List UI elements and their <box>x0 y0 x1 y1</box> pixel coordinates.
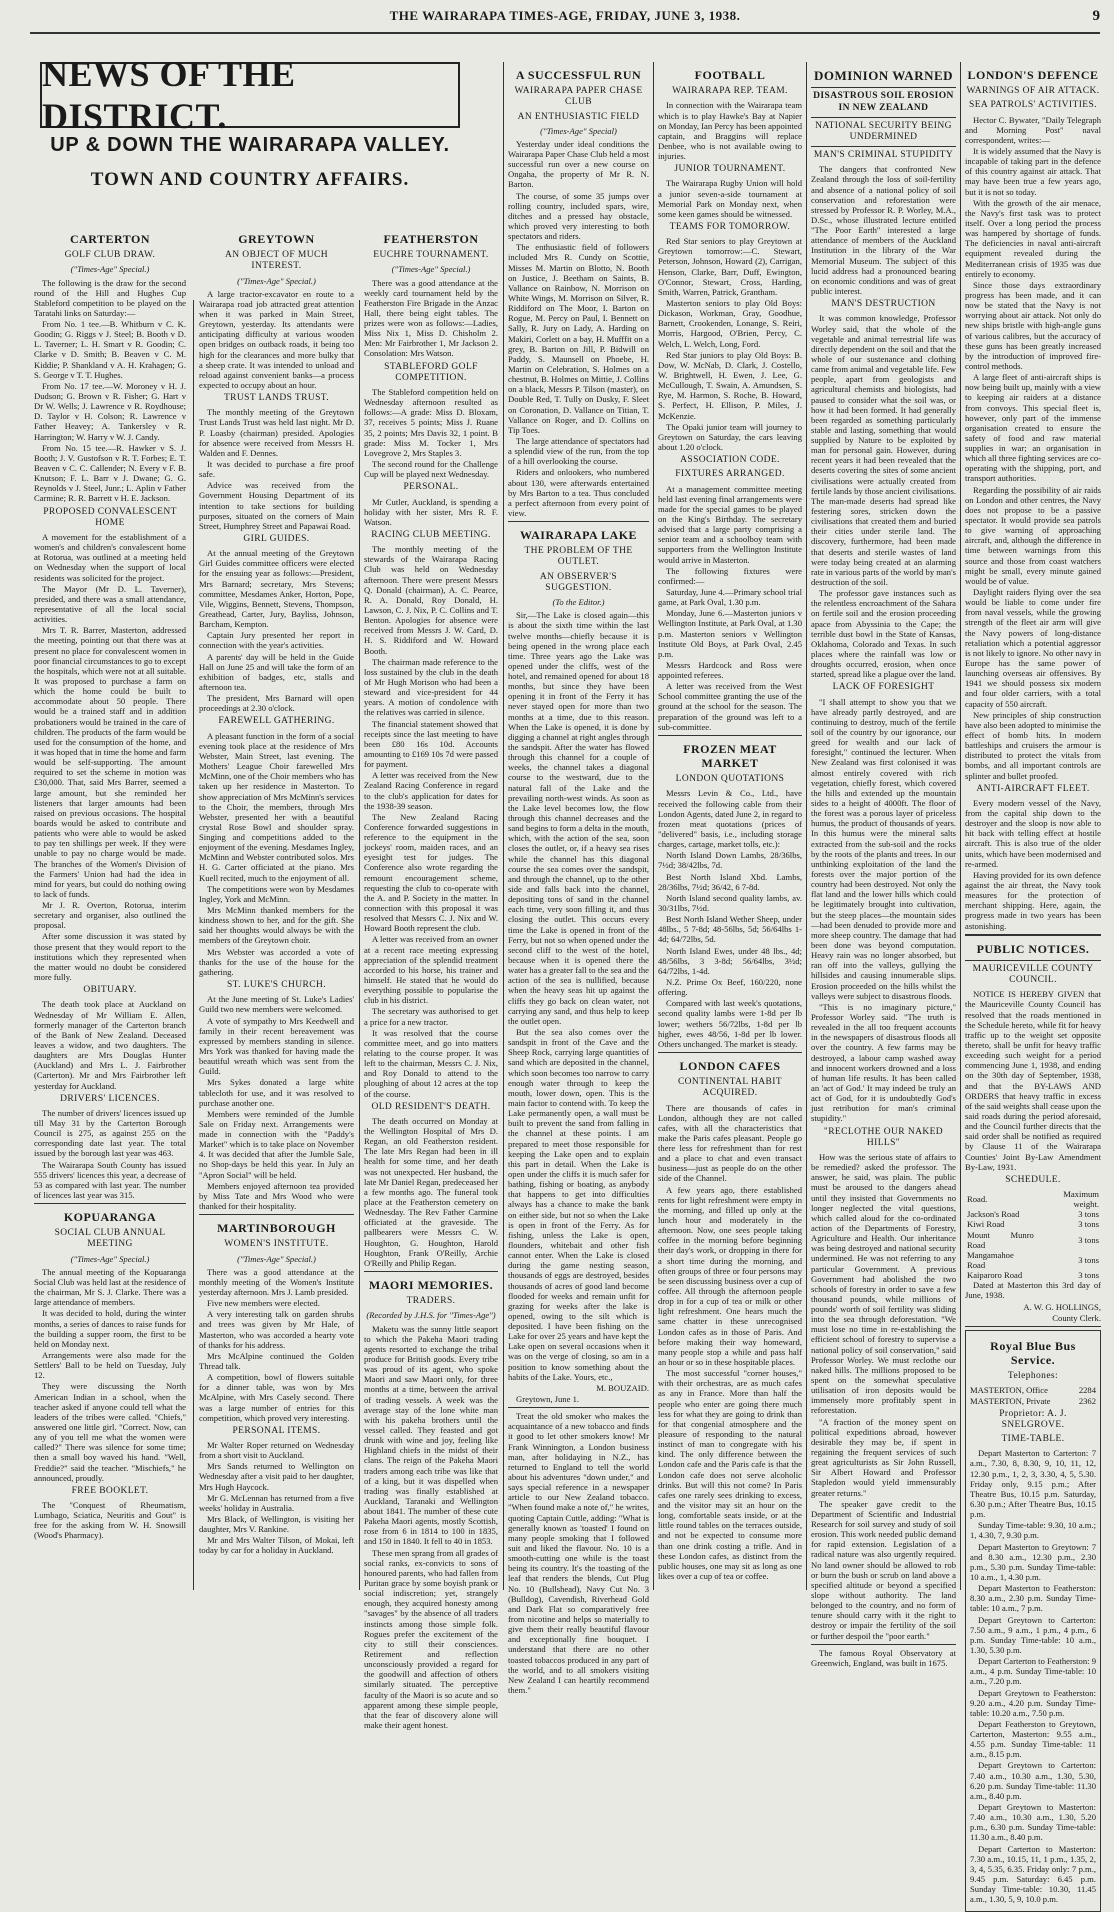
bus-proprietor: Proprietor: A. J. SNELGROVE. <box>999 1408 1067 1430</box>
paragraph: Mrs McAlpine continued the Golden Thread talk. <box>199 1350 354 1371</box>
heading-royal-blue-bus: Royal Blue Bus Service. <box>990 1338 1076 1368</box>
bus-private-label: MASTERTON, Private <box>970 1395 1051 1406</box>
bus-private-line <box>970 1396 1096 1406</box>
paragraph: A large fleet of anti-aircraft ships is now being built up, mainly with a view to keeping air raiders at a distance from convoys. This special fleet is, however, only part of the immense organisation created to ensure the safety of food and raw material supplies in war; an organisation in which all three fighting services are co-operating with the shipping, port, and transport authorities. <box>965 372 1102 484</box>
paragraph: From No. 17 tee.—W. Moroney v H. J. Dudson; G. Brown v R. Fisher; G. Hart v Dr W. Wells; J. Lawrence v R. Roydhouse; D. Taylor v H. Colson; R. Lawrence v Father Heavey; A. Tankersley v R. Harrington; W. Harry v W. J. Candy. <box>34 380 186 442</box>
paragraph: The annual meeting of the Kopuaranga Social Club was held last at the residence of the chairman, Mr S. J. Clarke. There was a large attendance of members. <box>34 1266 186 1308</box>
notice-dated: Dated at Masterton this 3rd day of June, 1938. <box>965 1280 1101 1301</box>
paragraph: North Island Ewes, under 48 lbs., 4d; 48/56lbs, 3 3-8d; 56/64lbs, 3½d; 64/72lbs, 1-4d. <box>658 945 802 976</box>
paragraph: After some discussion it was stated by those present that they would report to the institutions which they represented when the matter would no doubt be considered more fully. <box>34 931 186 983</box>
paragraph: A parents' day will be held in the Guide Hall on June 25 and will take the form of an exhibition of badges, etc, stalls and afternoon tea. <box>199 651 354 693</box>
paragraph: Daylight raiders flying over the sea would be liable to come under fire from naval vessels, while the growing strength of the fleet air arm will give the Navy powers of long-distance retaliation which a potential aggressor is not likely to ignore. No other navy in Europe has the same power of launching overseas air offensives. By 1941 we should possess six modern and four older carriers, with a total capacity of 550 aircraft. <box>965 587 1101 709</box>
column-carterton <box>34 226 186 1586</box>
timetable-entry: Depart Carterton to Masterton: 7.30 a.m., 10.15, 11, 1 p.m., 1.35, 2, 3, 4, 5.35, 6.35. Friday only: 7 p.m., 9.45 p.m. Saturday: 6.45 p.m. Sunday Time-table: 10.30, 11.45 a.m., 1.30, 5, 9, 10.0 p.m. <box>970 1843 1096 1905</box>
weight-cell: 3 tons <box>1078 1234 1099 1245</box>
weight-cell: 3 tons <box>1078 1219 1099 1230</box>
heading-london-defence: LONDON'S DEFENCE <box>967 68 1099 82</box>
paper-dateline: THE WAIRARAPA TIMES-AGE, FRIDAY, JUNE 3, 1938. <box>389 8 741 23</box>
paragraph: The course, of some 35 jumps over rolling country, included spars, wire, ditches and a pressed hay obstacle, which proved very interesting to both spectators and riders. <box>508 190 649 242</box>
paragraph: At a management committee meeting held last evening final arrangements were made for the special games to be played on the King's Birthday. The secretary advised that a large party comprising a senior team and a schoolboy team with supporters from the Wellington Institute would arrive in Masterton. <box>658 483 802 565</box>
paragraph: How was the serious state of affairs to be remedied? asked the professor. The answer, he said, was plain. The public must be aroused to the dangers ahead until they insisted that Governments no longer neglected the vital questions, which called aloud for the co-ordinated action of the Departments of Forestry, Agriculture and Health. Our inheritance was being destroyed and national security undermined. He was not referring to any particular Government. A previous Government had abolished the two schools of forestry in order to save a few thousand pounds, while millions of pounds' worth of soil fertility was sliding into the sea through deforestation. "We must lose no time in re-establishing the efficient school of forestry to supervise a national policy of soil conservation," said Professor Worley. We must reclothe our naked hills. The millions proposed to be spent on the somewhat speculative utilisation of iron deposits would be immensely more profitably spent in reforestation. <box>811 1151 956 1416</box>
paragraph: "This is no imaginary picture," Professor Worley said. "The truth is revealed in the all too frequent accounts in the newspapers of disastrous floods all over the country. A few farms may be destroyed, a labour camp washed away and innocent workers drowned and a loss of human life results. It has been called an 'act of God.' It may indeed be truly an act of God, for it is undoubtedly God's just retribution for man's criminal stupidity." <box>811 1001 956 1124</box>
paragraph: Red Star juniors to play Old Boys: B. Dow, W. McNab, D. Clark, J. Costello, W. Brightwell, H. Ewen, J. Lee, G. McCullough, T. Swain, A. Amundsen, S. Rye, M. Harmon, S. Roche, B. Howard, S. Perfect, H. Ellison, P. Miles, J. McKenzie. <box>658 349 802 421</box>
subheading: JUNIOR TOURNAMENT. <box>674 164 786 175</box>
paragraph: The following fixtures were confirmed:— <box>658 565 802 586</box>
divider <box>811 87 956 88</box>
road-cell: Kiwi Road <box>967 1219 1005 1230</box>
paragraph: The death occurred on Monday at the Wellington Hospital of Mrs D. Regan, an old Featherston resident. The late Mrs Regan had been in ill health for some time, and her death was not unexpected. Her husband, the late Mr Daniel Regan, predeceased her a few months ago. The funeral took place at the Featherston cemetery on Wednesday. The Rev Father Carmine officiated at the graveside. The pallbearers were Messrs C. W. Houghton, G. Houghton, Harold Houghton, Frank O'Reilly, Archie O'Reilly and Philip Regan. <box>364 1115 498 1268</box>
paragraph: Saturday, June 4.—Primary school trial game, at Park Oval, 1.30 p.m. <box>658 586 802 608</box>
paragraph: A very interesting talk on garden shrubs and trees was given by Mr Hale, of Masterton, who was accorded a hearty vote of thanks for his address. <box>199 1309 354 1350</box>
subheading: AN OBJECT OF MUCH INTEREST. <box>225 250 328 272</box>
paragraph: Regarding the possibility of air raids on London and other centres, the Navy does not propose to be a passive spectator. It would provide sea patrols to give warning of approaching aircraft, and, although the difference in time between warnings from this source and those from coast watchers might be small, every minute gained would be of value. <box>965 484 1101 586</box>
heading-dominion-warned: DOMINION WARNED <box>813 68 954 83</box>
paragraph: Having provided for its own defence against the air threat, the Navy took measures for the protection of merchant shipping. Here, again, the progress made in two years has been astonishing. <box>965 869 1101 931</box>
timetable-entry: Depart Carterton to Featherston: 9 a.m., 4 p.m. Sunday Time-table: 10 a.m., 7.20 p.m. <box>970 1656 1096 1687</box>
paragraph: The Stableford competition held on Wednesday afternoon resulted as follows:—A grade: Miss D. Bloxam, 37, receives 5 points; Miss J. Ruane 35, 2 points; Mrs Davis 32, 1 point. B grade: Miss M. Tocker 1, Mrs Lovegrove 2, Mrs Staples 3. <box>364 387 498 458</box>
special-credit: ("Times-Age" Special.) <box>237 1253 316 1264</box>
subheading: WAIRARAPA PAPER CHASE CLUB <box>514 86 643 108</box>
paragraph: Monday, June 6.—Masterton juniors v Wellington Institute, at Park Oval, at 1.30 p.m. Masterton seniors v Wellington Institute Old Boys, at Park Oval, 2.45 p.m. <box>658 608 802 659</box>
paragraph: The second round for the Challenge Cup will be played next Wednesday. <box>364 459 498 480</box>
divider <box>658 1052 802 1053</box>
bus-timetable-heading: TIME-TABLE. <box>1001 1434 1065 1445</box>
table-row <box>965 1209 1101 1219</box>
column-paper-chase <box>508 62 649 1695</box>
subheading: PERSONAL ITEMS. <box>232 1425 321 1436</box>
paragraph: The financial statement showed that receipts since the last meeting to have been £80 16s 10d. Accounts amounting to £169 10s 7d were passed for payment. <box>364 718 498 770</box>
paragraph: It was decided to purchase a fire proof safe. <box>199 459 354 480</box>
subheading: SOCIAL CLUB ANNUAL MEETING <box>54 1228 166 1250</box>
divider <box>658 735 802 736</box>
paragraph: Red Star seniors to play Greytown at Greytown tomorrow:—C. Stewart, Peterson, Johnson, Howard (2), Carrigan, Henson, Clarke, Barr, Duff, Ewington, O'Connor, Stewart, Cross, Harding, Smith, Warren, Patrick, Grantham. <box>658 236 802 297</box>
paragraph: The enthusiastic field of followers included Mrs R. Cundy on Scottie, Misses M. Martin on Blotto, N. Booth on Justice, J. Beetham on Saints, B. Vallance on Rainbow, N. Morrison on White Wings, M. Morrison on Silver, R. Riddiford on The Moor, I. Barton on Rogue, M. Percy on Paul, I. Bennett on Sally, R. Jury on Lady, A. Harding on Makiri, Corlett on a bay, H. Mufffit on a grey, B. Barton on Jill, P. Bidwill on Paddy, S. Maunsell on Phoebe, H. Martin on Celebration, S. Holmes on a chestnut, B. Holmes on Mittie, J. Collins on a black, Messrs P. Tilson (master), on Double Red, T. Tully on Dusky, F. Sleet on Coronation, D. Vallance on Titian, T. Vallance on Roger, and D. Collins on Tip Toes. <box>508 242 649 435</box>
paragraph: The number of drivers' licences issued up till May 31 by the Carterton Borough Council is 275, as against 255 on the corresponding date last year. The total issued by the borough last year was 463. <box>34 1107 186 1159</box>
paragraph: The Wairarapa South County has issued 555 drivers' licences this year, a decrease of 53 as compared with last year. The number of licences last year was 315. <box>34 1159 186 1200</box>
paragraph: Every modern vessel of the Navy, from the capital ship down to the destroyer and the sloop is now able to hit back with telling effect at hostile aircraft. This is also true of the older units, which have been modernised and re-armed. <box>965 797 1101 869</box>
paragraph: Riders and onlookers, who numbered about 130, were afterwards entertained by Mrs Barton to a tea. Thus concluded a perfect afternoon from every point of view. <box>508 467 649 518</box>
road-cell: Jackson's Road <box>967 1209 1020 1220</box>
heading-london-cafes: LONDON CAFES <box>679 1058 781 1073</box>
subheading: SEA PATROLS' ACTIVITIES. <box>969 100 1097 111</box>
paragraph: Mrs T. R. Barrer, Masterton, addressed the meeting, pointing out that there was at present no place for convalescent women in poor financial circumstances to go to except the hospitals, which were not at all suitable. It was proposed to purchase a farm on which the home could be built to accommodate about 50 people. There would be a trained staff and in addition probationers would be trained in the care of children. The products of the farm would be used for the consumption of the home, and it was hoped that in time the home and farm would be self-supporting. The amount required to set the scheme in motion was £30,000. That, said Mrs Barrer, seemed a large amount, but she reminded her listeners that larger amounts had been raised on previous occasions. The hospital boards would be asked to contribute and patients who were able to would be asked to pay ten shillings per week. If they were unable to pay no charge would be made. The branches of the Women's Division of the Farmers' Union had had the idea in mind for years, but could do nothing owing to lack of funds. <box>34 625 186 899</box>
subheading: FAREWELL GATHERING. <box>218 716 335 727</box>
paragraph: At the annual meeting of the Greytown Girl Guides committee officers were elected for the ensuing year as follows:—President, Mrs Barnard; secretary, Mrs Stevens; committee, Mesdames Anker, Horton, Pope, Vile, Wiggins, Bennett, Stevens, Thompson, Greathead, Carter, Jury, Bayliss, Johnson, Barcham, Kempton. <box>199 548 354 630</box>
paragraph: The speaker gave credit to the Department of Scientific and Industrial Research for soil survey and study of soil erosion. This work needed public demand for rapid extension. Legislation of a radical nature was also urgently required. No land owner should be allowed to rob or burn the bush or scrub on land above a specified altitude or beyond a specified slope without authority. The land belonged to the country, and no form of tenure should carry with it the right to destroy or impair the fertility of the soil or further despoil the "poor earth." <box>811 1498 956 1641</box>
paragraph: A letter was received from an owner at a recent race meeting expressing appreciation of the splendid treatment accorded to his horse, his trainer and himself. He stated that he would do everything possible to popularise the club in his district. <box>364 934 498 1006</box>
divider <box>508 521 649 522</box>
subheading: RACING CLUB MEETING. <box>371 529 491 540</box>
schedule-heading: SCHEDULE. <box>1005 1174 1061 1185</box>
bus-office-line <box>970 1385 1096 1395</box>
heading-featherston: FEATHERSTON <box>383 232 479 246</box>
banner-title: NEWS OF THE DISTRICT. <box>40 62 460 128</box>
subheading: GIRL GUIDES. <box>243 534 310 544</box>
paragraph: It was common knowledge, Professor Worley said, that the whole of the vegetable and animal terrestrial life was directly dependent on the soil and that the whole of our sustenance and clothing came from animal and vegetable life. Few people, apart from geologists and agricultural chemists and biologists, had paused to consider what the soil was, or how it had been formed. It had generally been regarded as something particularly stable and lasting, something that would supplied by Nature to be exploited by man for personal gain. However, during recent years it had been revealed that the deserts covering the sites of some ancient civilisations were actually created from fertile lands by those ancient civilisations. The man-made deserts had spread like festering sores, stricken down the civilisations that created them and buried their cities under sterile land. The discovery, furthermore, had been made that deserts and sterile wastes of land were today being created at an alarming rate in various parts of the world by man's destruction of the soil. <box>811 313 956 588</box>
subheading: LONDON QUOTATIONS <box>675 774 785 785</box>
paragraph: The Opaki junior team will journey to Greytown on Saturday, the cars leaving about 1.20 o'clock. <box>658 421 802 452</box>
paragraph: The famous Royal Observatory at Greenwich, England, was built in 1675. <box>811 1647 956 1668</box>
paragraph: But the sea also comes over the sandspit in front of the Cave and the Sheep Rock, carrying large quantities of sand which are deposited in the channel, which soon becomes too narrow to carry enough water through to keep the mouth, lower down, open. This is the main factor to contend with. To keep the Lake permanently open, a wall must be built to prevent the sand from falling in the channel at these points. I am prepared to meet those responsible for keeping the Lake open and to explain this part in detail. When the Lake is open under the cliffs it is much safer for bathing, fishing or boating, as anybody that happens to get into difficulties always has a chance to make the bank on either side, but not so when the Lake is open in front of the Ferry. As for fishing, unless the Lake is open, flounders, whitebait and other fish cannot enter. When the Lake is closed during the game nesting season, thousands of eggs are destroyed, besides thousands of acres of good land become flooded for weeks and remain unfit for grazing for weeks after the lake is opened, owing to the silt which is deposited. I have been fishing on the Lake for over 25 years and have kept the Lake open on several occasions when it was on the verge of closing, so am in a position to know something about the habits of the Lake. Yours, etc., <box>508 1026 649 1382</box>
column-rule <box>503 62 504 1590</box>
editor-note: (To the Editor.) <box>552 597 605 608</box>
column-football <box>658 62 802 1587</box>
subheading: PERSONAL. <box>403 482 459 493</box>
weight-cell: 3 tons <box>1078 1209 1099 1220</box>
paragraph: Masterton seniors to play Old Boys: Dickason, Workman, Gray, Goodhue, Barnett, Crookenden, Lonange, S. Reiri, Morris, Hargood, O'Brien, Percy, C. Welch, L. Welch, Long, Ford. <box>658 298 802 349</box>
column-london-defence <box>965 62 1102 1905</box>
paragraph: Arrangements were also made for the Settlers' Ball to be held on Tuesday, July 12. <box>34 1349 186 1381</box>
paragraph: Messrs Levin & Co., Ltd., have received the following cable from their London Agents, dated June 2, in regard to frozen meat quotations (prices of "delivered" basis, i.e., including storage charges, cartage, market tolls, etc.): <box>658 788 802 850</box>
divider <box>364 1271 498 1272</box>
divider <box>34 1203 186 1204</box>
subheading: OLD RESIDENT'S DEATH. <box>371 1101 491 1112</box>
weight-cell: 3 tons <box>1078 1254 1099 1265</box>
paragraph: Maketu was the sunny little seaport to which the Pakeha Maori trading agents resorted to exchange the tribal produce for British goods. Every tribe was proud of its agent, who spoke Maori and saw Maori only, for three months at a time, between the arrival of trading vessels. A week was the average stay of the lone white man with his pakeha brothers until the vessel called. They feasted and got drunk with wine and joy, feeling like Highland chiefs in the midst of their clans. The reign of the Pakeha Maori traders among each tribe was like that of a king, but it was dispelled when trading was finally established at Auckland, Taranaki and Wellington about 1841. The number of these cute Pakeha Maori agents, mostly Scottish, rose from 6 in 1814 to 100 in 1835, and 150 in 1840. It fell to 40 in 1853. <box>364 1323 498 1547</box>
paragraph: Mrs Sands returned to Wellington on Wednesday after a visit paid to her daughter, Mrs Hugh Haycock. <box>199 1461 354 1492</box>
paragraph: Mrs Webster was accorded a vote of thanks for the use of the house for the gathering. <box>199 946 354 977</box>
heading-martinborough: MARTINBOROUGH <box>217 1221 336 1236</box>
paragraph: The death took place at Auckland on Wednesday of Mr William E. Allen, formerly manager of the Carterton branch of the Bank of New Zealand. Deceased leaves a widow, and two daughters. The daughters are Mrs Douglas Hunter (Auckland) and Mrs L. J. Fairbrother (Carterton). Mr and Mrs Fairbrother left yesterday for Auckland. <box>34 999 186 1091</box>
paragraph: The "Conquest of Rheumatism, Lumbago, Sciatica, Neuritis and Gout" is free for the asking from W. H. Snowsill (Wood's Pharmacy). <box>34 1499 186 1541</box>
paragraph: Mr J. R. Overton, Rotorua, interim secretary and organiser, also outlined the proposal. <box>34 900 186 931</box>
paragraph: Treat the old smoker who makes the acquaintance of a new tobacco and finds it good to let other smokers know! Mr Frank Winnington, a London business man, after holidaying in N.Z., has returned to England to tell the world about his adventures "down under," and says special reference in a newspaper article to our New Zealand tobacco. "When found make a note of," he writes, quoting Captain Cuttle, adding: "What is generally known as 'toasted' I found on many people smoking that I followed suit and liked the flavour. No. 10 is a smooth-cutting one while is the toast being its country. It's the toasting of the leaf that renders the blends, Cut Plug No. 10 (Bullshead), Navy Cut No. 3 (Bulldog), Cavendish, Riverhead Gold and Dark Flat so comparatively free from nicotine and helps so materially to give them their really beautiful flavour and exceptionally fine bouquet. I understand that there are no other toasted tobaccos produced in any part of the world, and to all smokers visiting New Zealand I can heartily recommend them." <box>508 1411 649 1695</box>
heading-maori-memories: MAORI MEMORIES. <box>368 1278 494 1293</box>
column-featherston <box>364 226 498 1731</box>
timetable-entry: Sunday Time-table: 9.30, 10 a.m.; 1, 4.30, 7, 9.30 p.m. <box>970 1520 1096 1541</box>
subheading: ANTI-AIRCRAFT FLEET. <box>976 783 1090 794</box>
paragraph: A large tractor-excavator en route to a Wairarapa road job attracted great attention when it was parked in Main Street, Greytown, yesterday. Its attendants were anticipating difficulty at various wooden open bridges on outback roads, it being too high for the clearances and more bulky that a sheep crate. It was intended to unload and reload against convenient banks—a process expected to occupy about an hour. <box>199 288 354 390</box>
paragraph: Yesterday under ideal conditions the Wairarapa Paper Chase Club held a most successful run over a new course on Ongaha, the property of Mr R. N. Barton. <box>508 138 649 190</box>
subheading: LACK OF FORESIGHT <box>832 682 935 693</box>
timetable-entry: Depart Masterton to Carterton: 7 a.m., 7.30, 8, 8.30, 9, 10, 11, 12, 12.30 p.m., 1, 2, 3, 3.30, 4, 5, 5.30. Friday only, 9.15 p.m.; After Theatre Bus, 10.15 p.m. Saturday, 6.30 p.m.; After Theatre Bus, 10.15 p.m. <box>970 1448 1096 1520</box>
paragraph: These men sprang from all grades of social ranks, ex-convicts to sons of honoured parents, who had fallen from Puritan grace by some boyish prank or social indiscretion; yet, strangely enough, they acquired honesty among "savages" by the absence of all traders instincts among those simple folk. Rogues prefer the excitement of the city to still their consciences. Retirement and reflection unconsciously provided a regard for the goodwill and affection of others similarly situated. The perceptive faculty of the Maori is so acute and so apparent among these simple people, that the fear of discovery alone will make their agent honest. <box>364 1547 498 1731</box>
subheading: STABLEFORD GOLF COMPETITION. <box>384 361 478 383</box>
column-rule <box>359 300 360 1590</box>
paragraph: Best North Island Xbd. Lambs, 28/36lbs, 7½d; 36/42, 6 7-8d. <box>658 871 802 892</box>
paragraph: Compared with last week's quotations, second quality lambs were 1-8d per lb lower; wethers 56/72lbs, 1-8d per lb higher, ewes 48/56, 1-8d per lb lower. Others unchanged. The market is steady. <box>658 998 802 1049</box>
subheading: AN OBSERVER'S SUGGESTION. <box>539 571 618 593</box>
heading-football: FOOTBALL <box>694 68 766 82</box>
paragraph: "A fraction of the money spent on political expeditions abroad, however desirable they may be, if spent in regaining the frequent services of such great agriculturists as Sir John Russell, Sir Albert Howard and Professor Stapledon would yield immensurably greater returns." <box>811 1416 956 1498</box>
special-credit: ("Times-Age" Special.) <box>70 1253 150 1264</box>
heading-public-notices: PUBLIC NOTICES. <box>976 941 1090 956</box>
divider <box>811 1644 956 1645</box>
subheading: ASSOCIATION CODE. <box>680 455 780 466</box>
schedule-col-weight: Maximum weight. <box>1063 1189 1099 1210</box>
paragraph: A vote of sympathy to Mrs Keedwell and family in their recent bereavement was expressed by members standing in silence. Mrs York was thanked for having made the beautiful wreath which was sent from the Guild. <box>199 1015 354 1077</box>
subheading: DRIVERS' LICENCES. <box>60 1093 160 1104</box>
paragraph: There was a good attendance at the weekly card tournament held by the Featherston Fire Brigade in the Anzac Hall, there being eight tables. The prizes were won as follows:—Ladies, Miss Nix 1, Miss D. Chisholm 2. Men: Mr Fairbrother 1, Mr Jackson 2. Consolation: Mrs Watson. <box>364 277 498 359</box>
paragraph: Mr G. McLennan has returned from a five weeks' holiday in Australia. <box>199 1492 354 1513</box>
divider <box>965 960 1101 961</box>
paragraph: A few years ago, there established rents for light refreshment were empty in the morning, and filled up only at the lunch hour and moderately in the afternoon. Now, one sees people taking coffee in the morning before beginning their day's work, or dropping in there for a short time during the morning, and often groups of three or four persons may be seen discussing business over a cup of coffee. All through the afternoon people drop in for a cup of tea or milk or other light refreshment. One hears much the same chatter in these unrecognised London cafes as in those of Paris. And before making their way homeward, many people stop a while and pass half an hour or so in these hospitable places. <box>658 1184 802 1368</box>
column-rule <box>960 62 961 1590</box>
schedule-header-row <box>965 1189 1101 1209</box>
subheading: TRUST LANDS TRUST. <box>223 393 330 404</box>
head-rule <box>30 32 1100 34</box>
column-greytown <box>199 226 354 1586</box>
subheading: GOLF CLUB DRAW. <box>64 250 156 261</box>
paragraph: The New Zealand Racing Conference forwarded suggestions in reference to the equipment in the jockeys' room, maiden races, and an eyesight test for judges. The Conference also wrote regarding the remount encouragement scheme, requesting the club to co-operate with the A. and P. Society in the matter. In connection with this proposal it was resolved that Messrs C. J. Nix and W. Howard Booth represent the club. <box>364 811 498 934</box>
subheading: NATIONAL SECURITY BEING UNDERMINED <box>815 120 952 142</box>
paragraph: Mrs McMinn thanked members for the kindness shown to her, and for the gift. She said her thoughts would always be with the members of the Greytown choir. <box>199 905 354 946</box>
byline: (Recorded by J.H.S. for "Times-Age") <box>366 1310 496 1321</box>
timetable-entry: Depart Greytown to Carterton: 7.50 a.m., 9 a.m., 1 p.m., 4 p.m., 6 p.m. Sunday Time-table: 10 a.m., 1.30, 5.30 p.m. <box>970 1614 1096 1655</box>
divider <box>199 1214 354 1215</box>
paragraph: A letter was received from the New Zealand Racing Conference in regard to the club's application for dates for the 1938-39 season. <box>364 770 498 811</box>
paragraph: Sir,—The Lake is closed again—this is about the sixth time within the last twelve months—chiefly because it is being opened in the wrong place each time. Three years ago the Lake was opened under the cliffs, west of the hotel, and remained opened for about 18 months, but since they have been opening it in front of the Ferry it has never stayed open for more than two months at a time, due to this reason. When the Lake is opened, it is done by digging a channel at right angles through the sandspit. After the water has flowed through this channel for a couple of weeks, the channel takes a diagonal course to the westward, due to the natural fall of the Lake and the prevailing north-west winds. As soon as the Lake level becomes low, the flow through this channel decreases and the sand begins to form a delta in the mouth, which, with the action of the sea, soon closes the outlet, or, if a heavy sea rises while the channel has this diagonal course the sea comes over the sandspit, and through the channel, up to the other side and falls back into the channel, depositing tons of sand in the channel each time, very soon filling it, and thus closing the outlet. This occurs every time the Lake is opened in front of the Ferry, but not so when opened under the second cliff to the west of the hotel, because when it is opened there the water has a greater fall to the sea and the action of the sea is nullified, because when the heavy seas hit up against the cliffs they go back on clean water, not carrying any sand, and thus help to keep the outlet open. <box>508 610 649 1026</box>
subheading: FIXTURES ARRANGED. <box>675 469 785 480</box>
column-rule <box>806 62 807 1590</box>
paragraph: There was a good attendance at the monthly meeting of the Women's Institute yesterday afternoon. Mrs J. Lamb presided. <box>199 1266 354 1297</box>
paragraph: The following is the draw for the second round of the Hill and Hughes Cup Stableford competition to be played on the Taratahi links on Saturday:— <box>34 277 186 318</box>
paragraph: The dangers that confronted New Zealand through the loss of soil-fertility and absence of a national policy of soil conservation and reforestation were stressed by Professor R. P. Worley, M.A., D.Sc., whose illustrated lecture entitled "The Poor Earth" interested a large attendance of members of the Auckland Institution in the library of the War Memorial Museum. The subject of this lucid address had a pronounced bearing on economic conditions and was of great public interest. <box>811 164 956 297</box>
table-row <box>965 1270 1101 1280</box>
paragraph: The competitions were won by Mesdames Ingley, York and McMinn. <box>199 883 354 904</box>
notice-signed: A. W. G. HOLLINGS, <box>1023 1301 1101 1312</box>
column-rule <box>193 300 194 1590</box>
subheading: OBITUARY. <box>83 985 137 996</box>
paragraph: Members enjoyed afternoon tea provided by Miss Tate and Mrs Wood who were thanked for their hospitality. <box>199 1180 354 1212</box>
subheading: "RECLOTHE OUR NAKED HILLS" <box>823 1126 944 1148</box>
paragraph: New principles of ship construction have also been adopted to minimise the effect of bomb hits. In modern battleships and cruisers the armour is distributed to protect the vitals from bombs, and all important controls are splinter and bullet proofed. <box>965 709 1101 781</box>
heading-wairarapa-lake: WAIRARAPA LAKE <box>519 528 638 543</box>
table-row <box>965 1250 1101 1270</box>
column-dominion-warned <box>811 62 956 1668</box>
paragraph: A movement for the establishment of a women's and children's convalescent home at Rotorua, was outlined at a meeting held on Wednesday when the support of local residents was solicited for the project. <box>34 532 186 583</box>
divider <box>508 1407 649 1408</box>
paragraph: It is widely assumed that the Navy is incapable of taking part in the defence of this country against air attack. That may have been true a few years ago, but it is not so today. <box>965 145 1101 197</box>
running-head <box>30 8 1100 30</box>
timetable-entry: Depart Masterton to Greytown: 7 and 8.30 a.m., 12.30 p.m., 2.30 p.m., 5.30 p.m. Sunday Time-table: 10 a.m., 1, 4.30 p.m. <box>970 1541 1096 1582</box>
notice-council: MAURICEVILLE COUNTY COUNCIL. <box>972 963 1094 986</box>
road-cell: Kaiparoro Road <box>967 1270 1023 1281</box>
paragraph: N.Z. Prime Ox Beef, 160/220, none offering. <box>658 976 802 998</box>
subheading: PROPOSED CONVALESCENT HOME <box>43 506 177 528</box>
paragraph: It was decided to hold, during the winter months, a series of dances to raise funds for the building a supper room, the first to be held on Monday next. <box>34 1308 186 1349</box>
heading-successful-run: A SUCCESSFUL RUN <box>515 68 642 82</box>
paragraph: The secretary was authorised to get a price for a new tractor. <box>364 1006 498 1027</box>
table-row <box>965 1230 1101 1250</box>
paragraph: The most successful "corner houses," with their orchestras, are as much cafes as any in France. More than half the people who enter are going there much less for what they are going to drink than for that congenial atmosphere and the pleasure of responding to the natural instinct of man to congregate with his kind. The only difference between the London cafe and the Paris cafe is that the London cafe does not serve alcoholic drinks. But will this not come? In Paris cafes one rarely sees drinking to excess, and the visitor may sit an hour on the long, comfortable seats inside, or at the little round tables on the terraces outside, and not be expected to consume more than one drink costing a trifle. And in these London cafes, as distinct from the public houses, one may sit as long as one likes over a cup of tea or coffee. <box>658 1368 802 1581</box>
paragraph: It was resolved that the course committee meet, and go into matters relating to the course proper. It was left to the chairman, Messrs C. J. Nix, and Roy Donald to attend to the ploughing of about 12 acres at the top of the course. <box>364 1027 498 1099</box>
bus-private-number: 2362 <box>1078 1395 1096 1406</box>
column-rule <box>653 62 654 1590</box>
timetable-entry: Depart Masterton to Featherston: 8.30 a.m., 2.30 p.m. Sunday Time-table: 10 a.m., 7 p.m. <box>970 1583 1096 1614</box>
paragraph: Mrs Black, of Wellington, is visiting her daughter, Mrs V. Rankine. <box>199 1513 354 1535</box>
banner-subtitle: UP & DOWN THE WAIRARAPA VALLEY. <box>50 134 450 156</box>
subheading: TEAMS FOR TOMORROW. <box>669 221 791 232</box>
timetable-entry: Depart Featherston to Greytown, Carterton, Masterton: 9.55 a.m., 4.55 p.m. Sunday Time-table: 11 a.m., 8.15 p.m. <box>970 1718 1096 1760</box>
paragraph: Mrs Sykes donated a large white tablecloth for use, and it was resolved to purchase another one. <box>199 1077 354 1108</box>
subheading: FREE BOOKLET. <box>71 1485 149 1496</box>
timetable-entry: Depart Greytown to Featherston: 9.20 a.m., 4.20 p.m. Sunday Time-table: 10.20 a.m., 7.50 p.m. <box>970 1687 1096 1718</box>
paragraph: Advice was received from the Government Housing Department of its intention to take sections for building purposes, situated on the corners of Main Street, Humphrey Street and Papawai Road. <box>199 480 354 531</box>
paragraph: Mr Walter Roper returned on Wednesday from a short visit to Auckland. <box>199 1440 354 1461</box>
subheading: TRADERS. <box>406 1296 456 1307</box>
special-credit: ("Times-Age" Special.) <box>391 264 471 275</box>
paragraph: The Mayor (Mr D. L. Taverner), presided, and there was a small attendance, representative of all the local social activities. <box>34 583 186 625</box>
divider <box>811 117 956 118</box>
subheading: WAIRARAPA REP. TEAM. <box>672 86 788 97</box>
paragraph: Mr and Mrs Walter Tilson, of Mokai, left today by car for a holiday in Auckland. <box>199 1535 354 1556</box>
paragraph: The monthly meeting of the Greytown Trust Lands Trust was held last night. Mr D. P. Loasby (chairman) presided. Apologies for absence were received from Messrs H. Walden and F. Dennes. <box>199 407 354 458</box>
paragraph: Messrs Hardcock and Ross were appointed referees. <box>658 659 802 681</box>
heading-greytown: GREYTOWN <box>238 232 315 246</box>
heading-kopuaranga: KOPUARANGA <box>63 1210 157 1225</box>
bus-office-label: MASTERTON, Office <box>970 1385 1048 1396</box>
paragraph: There are thousands of cafes in London, although they are not called cafes, with all the characteristics that make the Paris cafes pleasant. People go there less for refreshment than for rest and a place to chat and even transact business—just as people do on the other side of the Channel. <box>658 1102 802 1184</box>
table-row <box>965 1219 1101 1229</box>
paragraph: Hector C. Bywater, "Daily Telegraph and Morning Post" naval correspondent, writes:— <box>965 114 1101 145</box>
paragraph: The monthly meeting of the stewards of the Wairarapa Racing Club was held on Wednesday afternoon. There were present Messrs Q. Donald (chairman), A. C. Pearce, R. A. Donald, Roy Donald, H. Lawson, C. J. Nix, P. C. Collins and T. Benton. Apologies for absence were received from Messrs J. W. Card, D. H. S. Riddiford and W. Howard Booth. <box>364 544 498 656</box>
news-banner <box>40 54 460 242</box>
subheading: AN ENTHUSIASTIC FIELD <box>517 111 640 122</box>
paragraph: From No. 15 tee.—R. Hawker v S. J. Booth; J. V. Gustofson v R. T. Forbes; E. T. Beaven v C. C. Callender; N. Every v F. B. Knutson; F. L. Barr v J. Dwane; G. G. Reynolds v J. Steel, Junr.; L. Aplin v Father Carmine; R. R. Barrett v H. E. Jackson. <box>34 442 186 504</box>
road-cell: Mangamahoe Road <box>967 1249 1014 1271</box>
paragraph: The chairman made reference to the loss sustained by the club in the death of Mr Hugh Morison who had been a steward and vice-president for 44 years. A motion of condolence with the relatives was carried in silence. <box>364 656 498 718</box>
paragraph: With the growth of the air menace, the Navy's first task was to protect itself. Over a long period the process was hampered by shortage of funds. The deficiencies in naval anti-aircraft equipment revealed during the Mediterranean crisis of 1935 was due entirely to economy. <box>965 197 1101 279</box>
timetable-entry: Depart Greytown to Masterton: 7.40 a.m., 10.30 a.m., 1.30, 5.20 p.m., 6.30 p.m. Sunday Time-table: 11.30 a.m., 8.40 p.m. <box>970 1802 1096 1843</box>
paragraph: Five new members were elected. <box>207 1298 320 1309</box>
notice-clerk: County Clerk. <box>1052 1312 1101 1323</box>
divider <box>965 934 1101 936</box>
subheading: WARNINGS OF AIR ATTACK. <box>966 86 1100 97</box>
paragraph: They were discussing the North American Indian in a school, when the teacher asked if anyone could tell what the leaders of the tribes were called. "Chiefs," answered one little girl. "Correct. Now, can any of you tell me what the women were called?" There was silence for some time; then a small boy waved his hand. "Well, Freddie?" said the teacher. "Mischiefs," he announced, proudly. <box>34 1381 186 1483</box>
special-credit: ("Times-Age" Special) <box>540 125 617 136</box>
paragraph: North Island Down Lambs, 28/36lbs, 7½d; 38/42lbs, 7d. <box>658 850 802 871</box>
paragraph: From No. 1 tee.—B. Whitburn v C. K. Goodin; G. Riggs v J. Steel; B. Booth v D. L. Taverner; L. H. Smart v R. Goodin; C. Clarke v D. Smith; B. Beaven v C. M. Kiddie; P. Shankland v A. H. Krahagen; G. S. George v T. T. Hughes. <box>34 319 186 380</box>
divider <box>965 1326 1101 1327</box>
paragraph: In connection with the Wairarapa team which is to play Hawke's Bay at Napier on Monday, Ian Percy has been appointed captain, and Braggins will replace Denbee, who is not available owing to injuries. <box>658 100 802 162</box>
paragraph: Since those days extraordinary progress has been made, and it can now be stated that the Navy is not worrying about air attack. Not only do new ships bristle with high-angle guns of various calibres, but the accuracy of these guns has been greatly increased by the introduction of improved fire-control methods. <box>965 279 1101 371</box>
schedule-table <box>965 1189 1101 1280</box>
bus-office-number: 2284 <box>1078 1385 1096 1396</box>
page-number: 9 <box>1092 8 1100 24</box>
subheading: MAN'S DESTRUCTION <box>831 299 936 310</box>
special-credit: ("Times-Age" Special.) <box>70 264 150 275</box>
paragraph: A pleasant function in the form of a social evening took place at the residence of Mrs Webster, Main Street, last evening. The Mothers' League Choir farewelled Mrs McMinn, one of the Choir members who has taken up her residence in Masterton. To show appreciation of Mrs McMinn's services to the Choir, the members, through Mrs Webster, presented her with a beautiful crystal Rose Bowl and shoulder spray. Singing and competitions added to the enjoyment of the evening. Mesdames Ingley, McMinn and Webster contributed solos. Mrs H. G. Carter officiated at the piano. Mrs Kuell recited, much to the enjoyment of all. <box>199 730 355 883</box>
subheading: WOMEN'S INSTITUTE. <box>224 1239 329 1250</box>
paragraph: "I shall attempt to show you that we have already partly destroyed, and are continuing to destroy, much of the fertile soil of the country by our ignorance, our greed for wealth and our lack of foresight," continued the lecturer. When New Zealand was first colonised it was almost entirely covered with rich vegetation, chiefly forest, which covered the hills and extended up the mountain sides to a height of 4000ft. The floor of the forest was a porous layer of priceless humus, the product of thousands of years. In this humus were the mineral salts extracted from the sub-soil and the rocks by the roots of the plants and trees. In our unthinking exploitation of the land the forests over the major portion of the country had been destroyed. Not only the flat land and the lower hills which could be legitimately brought into cultivation, but the steep places—the mountain sides—had been denuded to provide more and more sheep country. The damage that had been done was beyond computation. Heavy rain was no longer absorbed, but ran off into the valleys, gullying the hillsides and causing innumerable slips. Erosion proceeded on the hills whilst the valleys were subject to disastrous floods. <box>811 696 956 1001</box>
section-title: TOWN AND COUNTRY AFFAIRS. <box>90 169 410 190</box>
road-cell: Mount Munro Road <box>967 1229 1034 1250</box>
letter-signature: M. BOUZAID. <box>596 1382 649 1393</box>
special-credit: ("Times-Age" Special.) <box>237 275 316 286</box>
paragraph: A letter was received from the West School committee granting the use of the ground at the school for the season. The preparation of the ground was left to a sub-committee. <box>658 681 802 732</box>
paragraph: Mr Cutler, Auckland, is spending a holiday with her sister, Mrs R. F. Watson. <box>364 496 498 527</box>
paragraph: The large attendance of spectators had a splendid view of the run, from the top of a hill overlooking the course. <box>508 435 649 467</box>
timetable-entry: Depart Greytown to Carterton: 7.40 a.m., 10.30 a.m., 1.30, 5.30, 6.20 p.m. Sunday Time-table: 11.30 a.m., 8.40 p.m. <box>970 1760 1096 1801</box>
letter-place-date: Greytown, June 1. <box>516 1394 580 1405</box>
bus-advert <box>965 1330 1101 1912</box>
divider <box>811 146 956 147</box>
subheading: CONTINENTAL HABIT ACQUIRED. <box>677 1077 783 1099</box>
paragraph: North Island second quality lambs, av. 30/31lbs, 7½d. <box>658 892 802 913</box>
weight-cell: 3 tons <box>1078 1270 1099 1281</box>
paragraph: At the June meeting of St. Luke's Ladies' Guild two new members were welcomed. <box>199 994 354 1015</box>
bus-telephones: Telephones: <box>1007 1371 1059 1382</box>
heading-carterton: CARTERTON <box>69 232 151 246</box>
subheading: THE PROBLEM OF THE OUTLET. <box>524 546 633 568</box>
subheading: MAN'S CRIMINAL STUPIDITY <box>813 150 954 161</box>
paragraph: The Wairarapa Rugby Union will hold a junior seven-a-side tournament at Memorial Park on Monday next, when some keen games should be witnessed. <box>658 178 802 219</box>
subheading: ST. LUKE'S CHURCH. <box>227 980 326 991</box>
subheading: DISASTROUS SOIL EROSION IN NEW ZEALAND <box>813 91 954 113</box>
heading-frozen-meat: FROZEN MEAT MARKET <box>683 741 777 771</box>
schedule-col-road: Road. <box>967 1194 988 1205</box>
paragraph: The professor gave instances such as the relentless encroachment of the Sahara on fertile soil and the erosion proceeding apace from Abyssinia to the Cape; the terrible dust bowl in the State of Kansas, Oklahoma, Colorado and Texas. In such places where the rainfall was low or droughts occurred, erosion, when once started, spread like a plague over the land. <box>811 588 956 680</box>
notice-text: NOTICE IS HEREBY GIVEN that the Mauriceville County Council has resolved that the roads mentioned in the Schedule hereto, while fit for heavy traffic up to the weight set opposite thereto, shall be unfit for heavy traffic exceeding such weight for a period commencing June 1, 1938, and ending on the 30th day of September, 1938, and that the BY-LAWS AND ORDERS that heavy traffic in excess of the said weights shall cease upon the said roads during the period aforesaid, and the Council further directs that the said order shall be notified as required by Clause 11 of the Wairarapa Counties' Joint By-Law Amendment By-Law, 1931. <box>965 989 1101 1172</box>
paragraph: Captain Jury presented her report in connection with the year's activities. <box>199 630 354 651</box>
paragraph: Best North Island Wether Sheep, under 48lbs., 5 7-8d; 48-56lbs, 5d; 56/64lbs 1-4d; 64/72lbs, 5d. <box>658 914 802 945</box>
paragraph: Members were reminded of the Jumble Sale on Friday next. Arrangements were made in connection with the "Paddy's Market" which is to take place on November 4. It was decided that after the Jumble Sale, no Shop-days be held this year. In July an "Apron Social" will be held. <box>199 1108 354 1180</box>
paragraph: A competition, bowl of flowers suitable for a dinner table, was won by Mrs McAlpine, with Mrs Casely second. There was a large number of entries for this competition, which proved very interesting. <box>199 1372 354 1423</box>
subheading: EUCHRE TOURNAMENT. <box>373 250 489 261</box>
paragraph: The president, Mrs Barnard will open proceedings at 2.30 o'clock. <box>199 693 354 714</box>
